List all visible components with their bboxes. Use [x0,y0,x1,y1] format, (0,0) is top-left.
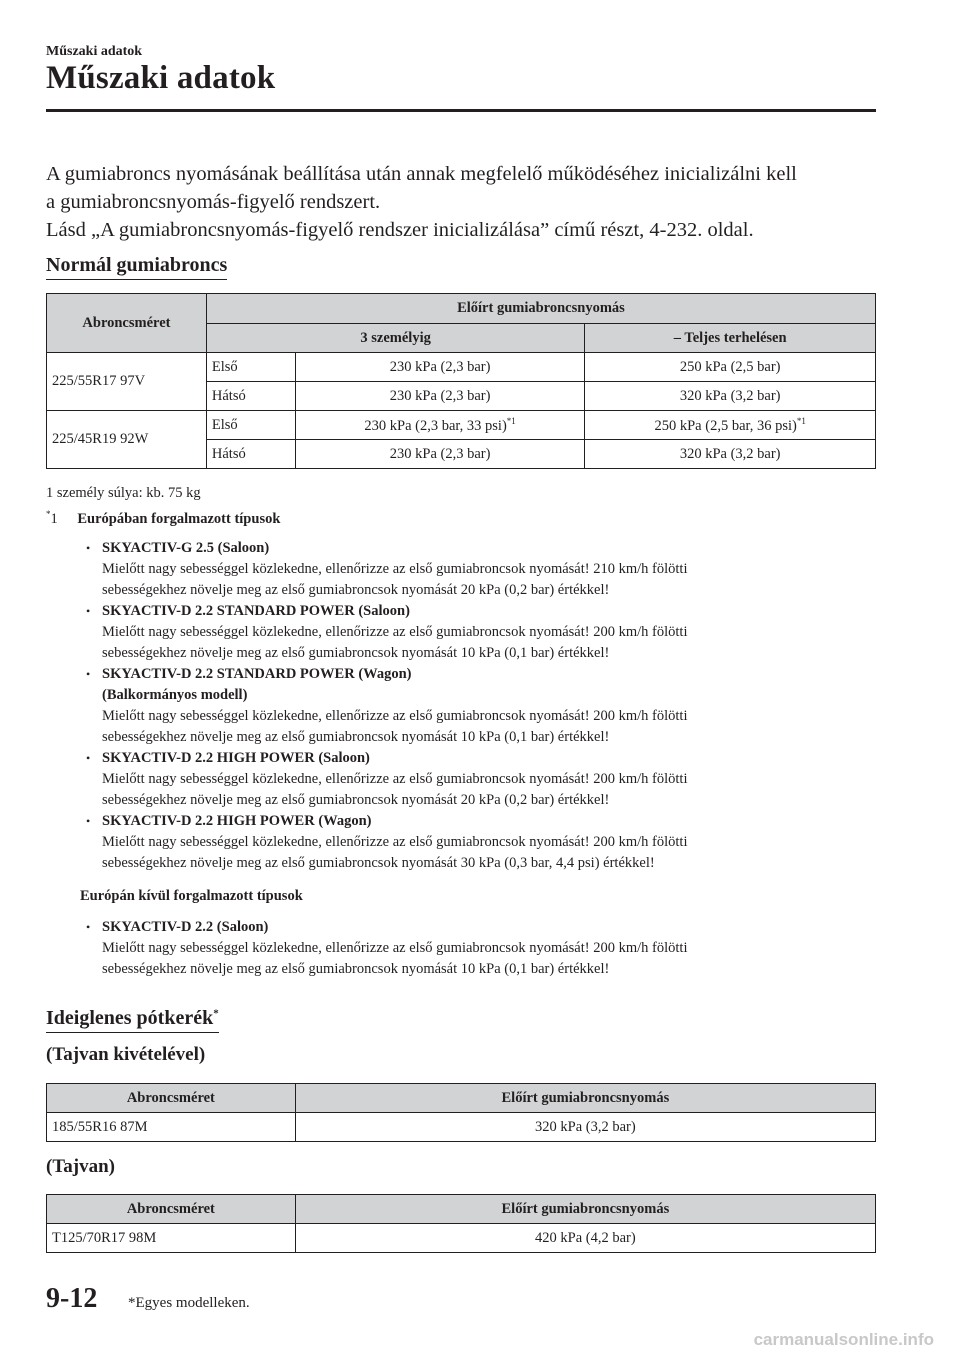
spare-tire-heading: Ideiglenes pótkerék* [46,1007,219,1033]
normal-tire-table [46,293,876,469]
list-item: • SKYACTIV-D 2.2 HIGH POWER (Saloon) Mielőtt nagy sebességgel közlekedne, ellenőrizze az első gumiabroncsok nyomását! 200 km/h fölötti sebességekhez növelje meg az első gumiabroncsok nyomását 20 kPa (0,2 bar) értékkel! [86,749,688,808]
bullet-icon: • [86,603,91,618]
pressure-cell: 230 kPa (2,3 bar) [295,382,585,411]
pressure-cell: 230 kPa (2,3 bar) [295,353,585,382]
pressure-value: 230 kPa (2,3 bar, 33 psi) [364,417,507,434]
list-item: • SKYACTIV-G 2.5 (Saloon) Mielőtt nagy sebességgel közlekedne, ellenőrizze az első gumiabroncsok nyomását! 210 km/h fölötti sebességekhez növelje meg az első gumiabroncsok nyomását 20 kPa (0,2 bar) értékkel! [86,539,688,598]
bullet-icon: • [86,813,91,828]
list-item: • SKYACTIV-D 2.2 (Saloon) Mielőtt nagy sebességgel közlekedne, ellenőrizze az első gumiabroncsok nyomását! 200 km/h fölötti sebességekhez növelje meg az első gumiabroncsok nyomását 10 kPa (0,1 bar) értékkel! [86,918,688,977]
title-rule [46,109,876,112]
col-header-size: Abroncsméret [47,294,207,353]
pressure-value: 250 kPa (2,5 bar, 36 psi) [654,417,797,434]
list-item: • SKYACTIV-D 2.2 HIGH POWER (Wagon) Mielőtt nagy sebességgel közlekedne, ellenőrizze az első gumiabroncsok nyomását! 200 km/h fölötti sebességekhez növelje meg az első gumiabroncsok nyomását 30 kPa (0,3 bar, 4,4 psi) értékkel! [86,812,688,871]
table-row [47,1113,876,1142]
col-header-pressure: Előírt gumiabroncsnyomás [206,294,875,324]
tire-size-cell: 185/55R16 87M [47,1113,296,1142]
tire-size-cell: 225/55R17 97V [47,353,207,411]
asterisk-mark: * [213,1007,219,1020]
position-cell: Első [206,353,295,382]
spare-table-except-taiwan [46,1083,876,1142]
outside-europe-heading: Európán kívül forgalmazott típusok [80,887,303,904]
table-row [47,411,876,440]
col-header-size: Abroncsméret [47,1084,296,1113]
bullet-icon: • [86,919,91,934]
bullet-icon: • [86,750,91,765]
page-number: 9-12 [46,1283,98,1314]
running-header: Műszaki adatok [46,44,143,59]
table-row [47,353,876,382]
pressure-cell [295,411,585,440]
position-cell: Hátsó [206,440,295,469]
col-header-pressure: Előírt gumiabroncsnyomás [295,1195,875,1224]
footer-note: *Egyes modelleken. [128,1295,250,1311]
pressure-cell [585,411,876,440]
footnote-number: 1 [50,510,58,527]
intro-line: Lásd „A gumiabroncsnyomás-figyelő rendszer inicializálása” című részt, 4-232. oldal. [46,219,754,241]
subheading-taiwan: (Tajvan) [46,1156,115,1177]
watermark: carmanualsonline.info [753,1330,934,1349]
col-subheader-3-persons: 3 személyig [206,324,584,353]
position-cell: Hátsó [206,382,295,411]
intro-line: a gumiabroncsnyomás-figyelő rendszert. [46,191,381,213]
tire-size-cell: T125/70R17 98M [47,1224,296,1253]
intro-paragraph [46,160,876,244]
pressure-cell: 320 kPa (3,2 bar) [585,382,876,411]
pressure-cell: 320 kPa (3,2 bar) [295,1113,875,1142]
normal-tire-heading: Normál gumiabroncs [46,254,227,280]
col-subheader-full-load: – Teljes terhelésen [585,324,876,353]
page-title: Műszaki adatok [46,60,276,96]
weight-note: 1 személy súlya: kb. 75 kg [46,485,201,501]
intro-line: A gumiabroncs nyomásának beállítása után annak megfelelő működéséhez inicializálni kell [46,163,797,185]
tire-size-cell: 225/45R19 92W [47,411,207,469]
footnote-ref: *1 [506,415,516,426]
subheading-except-taiwan: (Tajvan kivételével) [46,1044,206,1065]
col-header-size: Abroncsméret [47,1195,296,1224]
footnote-mark: * [46,509,51,519]
bullet-icon: • [86,540,91,555]
pressure-cell: 230 kPa (2,3 bar) [295,440,585,469]
list-item: • SKYACTIV-D 2.2 STANDARD POWER (Wagon) (Balkormányos modell) Mielőtt nagy sebességgel közlekedne, ellenőrizze az első gumiabroncsok nyomását! 200 km/h fölötti sebességekhez növelje meg az első gumiabroncsok nyomását 10 kPa (0,1 bar) értékkel! [86,665,688,745]
pressure-cell: 250 kPa (2,5 bar) [585,353,876,382]
spare-table-taiwan [46,1194,876,1253]
notes-block [46,483,876,980]
list-item: • SKYACTIV-D 2.2 STANDARD POWER (Saloon) Mielőtt nagy sebességgel közlekedne, ellenőrizze az első gumiabroncsok nyomását! 200 km/h fölötti sebességekhez növelje meg az első gumiabroncsok nyomását 10 kPa (0,1 bar) értékkel! [86,602,688,661]
position-cell: Első [206,411,295,440]
bullet-icon: • [86,666,91,681]
pressure-cell: 420 kPa (4,2 bar) [295,1224,875,1253]
europe-heading: Európában forgalmazott típusok [77,510,281,527]
europe-heading-line [46,504,876,530]
footnote-ref: *1 [796,415,806,426]
col-header-pressure: Előírt gumiabroncsnyomás [295,1084,875,1113]
table-row [47,1224,876,1253]
pressure-cell: 320 kPa (3,2 bar) [585,440,876,469]
